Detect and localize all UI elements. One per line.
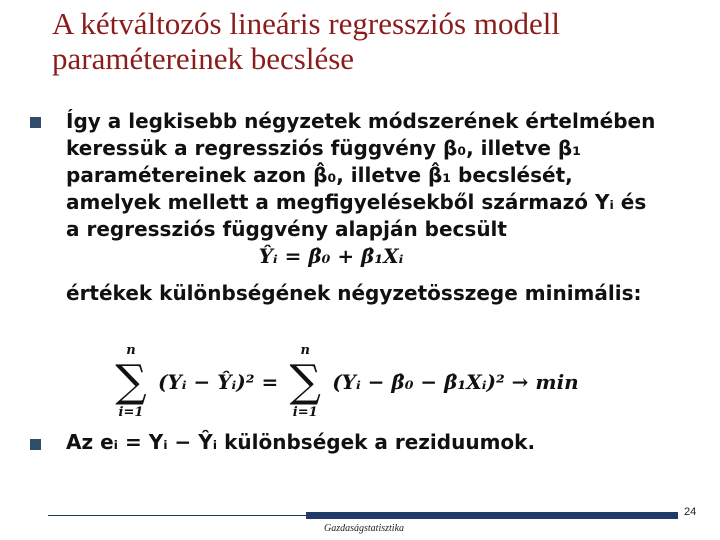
footer-divider (48, 515, 306, 516)
sum-lower-limit: i=1 (118, 405, 144, 420)
slide-title (52, 6, 692, 76)
sigma-icon: ∑ (115, 356, 147, 407)
slide-title-line-2: paramétereinek becslése (52, 41, 355, 76)
sum-upper-limit: n (126, 343, 136, 358)
equation-left-term: (Yᵢ − Ŷᵢ)² = (158, 370, 279, 394)
bullet-1-line-3: paramétereinek azon β̂₀, illetve β̂₁ becslését, (66, 163, 573, 187)
footer-caption: Gazdaságstatisztika (324, 523, 405, 534)
bullet-2-text: Az eᵢ = Yᵢ − Ŷᵢ különbségek a reziduumok. (66, 430, 536, 454)
bullet-1-line-5: a regressziós függvény alapján becsült (66, 217, 507, 241)
bullet-1-line-6: értékek különbségének négyzetösszege minimális: (66, 281, 642, 305)
sum-upper-limit: n (300, 343, 310, 358)
bullet-square-icon (30, 117, 41, 128)
bullet-1-text (66, 108, 706, 307)
bullet-1-line-2: keressük a regressziós függvény β₀, illetve β₁ (66, 136, 581, 160)
summation-right (284, 340, 326, 424)
slide-title-line-1: A kétváltozós lineáris regressziós modell (52, 6, 560, 41)
bullet-1-line-1: Így a legkisebb négyzetek módszerének értelmében (66, 109, 656, 133)
sum-lower-limit: i=1 (292, 405, 318, 420)
footer-bar (306, 512, 678, 519)
bullet-1-line-4: amelyek mellett a megfigyelésekből származó Yᵢ és (66, 190, 647, 214)
equation-right-term: (Yᵢ − β̂₀ − β̂₁Xᵢ)² → min (332, 370, 579, 394)
summation-left (110, 340, 152, 424)
bullet-square-icon (30, 439, 41, 450)
page-number: 24 (684, 506, 697, 518)
sigma-icon: ∑ (289, 356, 321, 407)
regression-formula: Ŷᵢ = β̂₀ + β̂₁Xᵢ (258, 244, 404, 268)
least-squares-equation (110, 340, 579, 424)
